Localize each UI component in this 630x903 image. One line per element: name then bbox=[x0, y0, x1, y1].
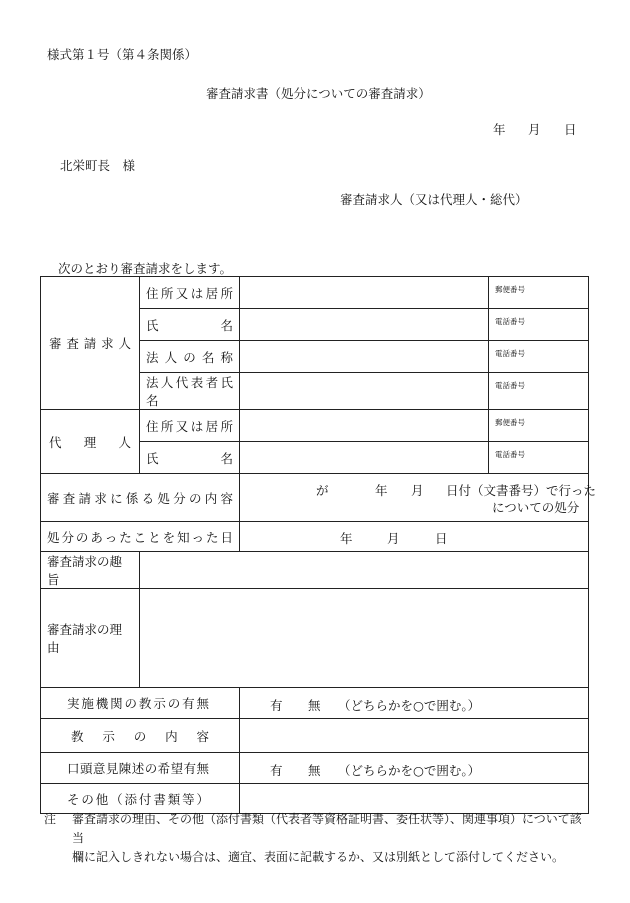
agent-address-field[interactable] bbox=[240, 410, 489, 442]
corp-name-label: 法人の名称 bbox=[146, 349, 233, 365]
applicant-group-label: 審査請求人 bbox=[49, 336, 131, 351]
note-head: 注 bbox=[44, 812, 57, 826]
reason-label: 審査請求の理由 bbox=[47, 622, 123, 655]
disp-day-text: 日付（文書番号）で行った bbox=[446, 482, 597, 498]
note-line-1: 審査請求の理由、その他（添付書類（代表者等資格証明書、委任状等）、関連事項）について該当 bbox=[72, 812, 582, 845]
instruction-content-label: 教示の内容 bbox=[71, 728, 209, 744]
addressee: 北栄町長 様 bbox=[60, 158, 136, 173]
knew-date-row bbox=[41, 522, 589, 552]
date-day: 日 bbox=[564, 122, 577, 137]
oral-choice bbox=[240, 753, 589, 784]
purpose-label-cell bbox=[41, 552, 140, 589]
disp-ga: が bbox=[316, 482, 329, 498]
disposition-row bbox=[41, 474, 589, 522]
corp-name-field[interactable] bbox=[240, 341, 489, 373]
knew-day: 日 bbox=[435, 530, 448, 546]
instruction-content-row bbox=[41, 719, 589, 753]
instruction-content-field[interactable] bbox=[240, 719, 589, 753]
other-label: その他（添付書類等） bbox=[67, 791, 209, 807]
phone-label: 電話番号 bbox=[495, 381, 525, 390]
reason-field[interactable] bbox=[140, 589, 589, 688]
applicant-name-field[interactable] bbox=[240, 309, 489, 341]
instruction-label: 実施機関の教示の有無 bbox=[67, 696, 209, 711]
instruction-yes[interactable]: 有 bbox=[270, 697, 283, 713]
applicant-group-cell bbox=[41, 277, 140, 410]
other-field[interactable] bbox=[240, 784, 589, 814]
agent-group-label: 代理人 bbox=[49, 434, 131, 450]
phone-label: 電話番号 bbox=[495, 349, 525, 358]
instruction-no[interactable]: 無 bbox=[308, 697, 321, 713]
postal-code-label: 郵便番号 bbox=[495, 285, 525, 294]
form-number: 様式第１号（第４条関係） bbox=[47, 47, 198, 62]
knew-year: 年 bbox=[340, 530, 353, 546]
disp-about: についての処分 bbox=[492, 499, 580, 515]
knew-month: 月 bbox=[387, 530, 400, 546]
name-label: 氏名 bbox=[146, 450, 233, 466]
purpose-field[interactable] bbox=[140, 552, 589, 589]
phone-label: 電話番号 bbox=[495, 450, 525, 459]
disp-year: 年 bbox=[375, 482, 388, 498]
note-line-2: 欄に記入しきれない場合は、適宜、表面に記載するか、又は別紙として添付してください。 bbox=[72, 850, 565, 864]
purpose-row bbox=[41, 552, 589, 589]
agent-name-field[interactable] bbox=[240, 442, 489, 474]
applicant-address-field[interactable] bbox=[240, 277, 489, 309]
oral-circle-note: （どちらかを○で囲む。） bbox=[338, 762, 481, 778]
name-label: 氏名 bbox=[146, 317, 233, 333]
postal-code-label: 郵便番号 bbox=[495, 418, 525, 427]
agent-group-cell bbox=[41, 410, 140, 474]
knew-label: 処分のあったことを知った日 bbox=[47, 529, 233, 545]
footnote bbox=[44, 810, 589, 867]
disp-month: 月 bbox=[411, 482, 424, 498]
corp-rep-label: 法人代表者氏名 bbox=[146, 375, 233, 408]
disposition-field[interactable] bbox=[240, 474, 597, 522]
oral-row bbox=[41, 753, 589, 784]
date-month: 月 bbox=[528, 122, 541, 137]
oral-label: 口頭意見陳述の希望有無 bbox=[67, 761, 209, 776]
address-label: 住所又は居所 bbox=[146, 418, 233, 434]
disposition-label: 審査請求に係る処分の内容 bbox=[47, 490, 233, 506]
request-form-table bbox=[40, 276, 597, 814]
agent-address-row bbox=[41, 410, 589, 442]
requester-label: 審査請求人（又は代理人・総代） bbox=[340, 192, 528, 207]
instruction-row bbox=[41, 688, 589, 719]
other-row bbox=[41, 784, 589, 814]
purpose-label: 審査請求の趣旨 bbox=[47, 554, 123, 587]
date-year: 年 bbox=[493, 122, 506, 137]
reason-label-cell bbox=[41, 589, 140, 688]
corp-rep-field[interactable] bbox=[240, 373, 489, 410]
oral-yes[interactable]: 有 bbox=[270, 762, 283, 778]
instruction-circle-note: （どちらかを○で囲む。） bbox=[338, 697, 481, 713]
form-title: 審査請求書（処分についての審査請求） bbox=[206, 86, 431, 101]
oral-no[interactable]: 無 bbox=[308, 762, 321, 778]
intro-text: 次のとおり審査請求をします。 bbox=[58, 261, 233, 276]
applicant-address-row bbox=[41, 277, 589, 309]
instruction-choice bbox=[240, 688, 589, 719]
address-label: 住所又は居所 bbox=[146, 285, 233, 301]
reason-row bbox=[41, 589, 589, 688]
knew-date-field[interactable] bbox=[240, 522, 589, 552]
phone-label: 電話番号 bbox=[495, 317, 525, 326]
